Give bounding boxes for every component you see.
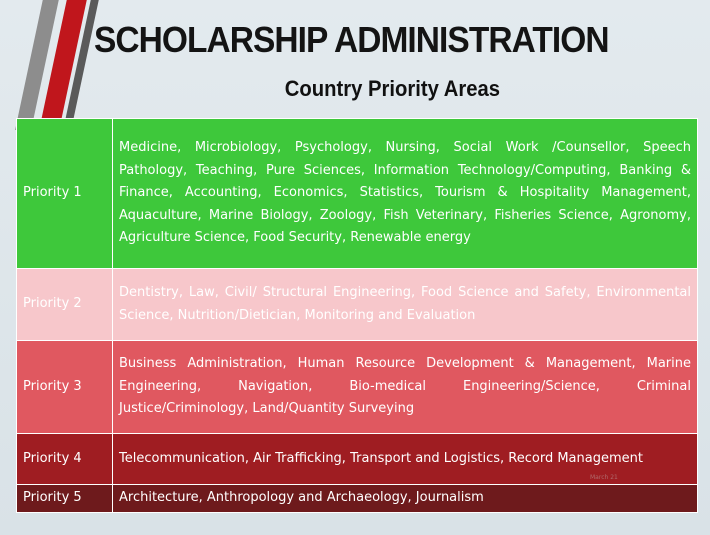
slide-subtitle: Country Priority Areas [284, 76, 500, 101]
priority-areas: Medicine, Microbiology, Psychology, Nursing, Social Work /Counsellor, Speech Pathology, Teaching, Pure Sciences, Information Technology/Computing, Banking & Finance, Accounting, Economics, Statistics, Tourism & Hospitality Management, Aquaculture, Marine Biology, Zoology, Fish Veterinary, Fisheries Science, Agronomy, Agriculture Science, Food Security, Renewable energy [113, 119, 698, 269]
priority-label: Priority 2 [17, 269, 113, 341]
footer-date: March 21 [590, 474, 618, 481]
table-row-priority-2 [17, 269, 698, 341]
priority-label: Priority 1 [17, 119, 113, 269]
priority-areas: Telecommunication, Air Trafficking, Transport and Logistics, Record Management [113, 434, 698, 485]
priority-label: Priority 4 [17, 434, 113, 485]
priority-label: Priority 5 [17, 485, 113, 513]
priority-label: Priority 3 [17, 341, 113, 434]
slide-title: SCHOLARSHIP ADMINISTRATION [94, 19, 609, 60]
priority-areas: Architecture, Anthropology and Archaeology, Journalism [113, 485, 698, 513]
table-row-priority-3 [17, 341, 698, 434]
priority-table [16, 118, 698, 513]
table-row-priority-5 [17, 485, 698, 513]
priority-areas: Business Administration, Human Resource Development & Management, Marine Engineering, Navigation, Bio-medical Engineering/Science, Criminal Justice/Criminology, Land/Quantity Surveying [113, 341, 698, 434]
table-row-priority-1 [17, 119, 698, 269]
priority-areas: Dentistry, Law, Civil/ Structural Engineering, Food Science and Safety, Environmental Science, Nutrition/Dietician, Monitoring and Evaluation [113, 269, 698, 341]
